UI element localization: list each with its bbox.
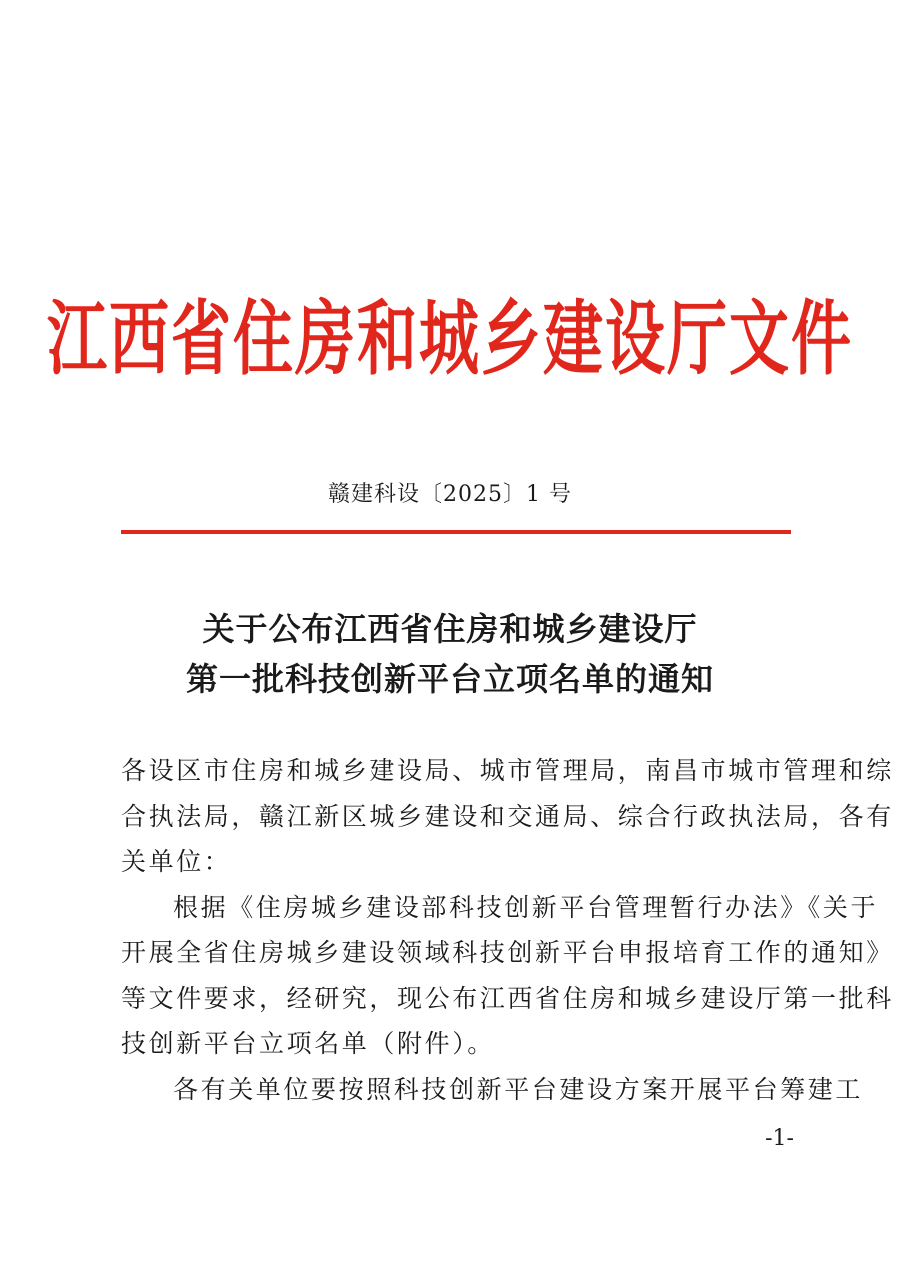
body-paragraph-2 (121, 1067, 864, 1113)
text-line: 关单位： (121, 847, 232, 876)
text-line: 开展全省住房城乡建设领域科技创新平台申报培育工作的通知》 (121, 938, 894, 967)
body-paragraph-1 (121, 885, 894, 1067)
masthead-text: 江西省住房和城乡建设厅文件 (47, 292, 853, 388)
text-line: 合执法局，赣江新区城乡建设和交通局、综合行政执法局，各有 (121, 801, 894, 831)
notice-title-line-1: 关于公布江西省住房和城乡建设厅 (202, 610, 698, 648)
text-line: 根据《住房城乡建设部科技创新平台管理暂行办法》《关于 (173, 892, 879, 922)
addressee-paragraph (121, 748, 894, 885)
text-line: 各有关单位要按照科技创新平台建设方案开展平台筹建工 (173, 1074, 864, 1104)
red-separator-rule (121, 530, 791, 534)
notice-title-line-2: 第一批科技创新平台立项名单的通知 (185, 660, 714, 698)
text-line: 等文件要求，经研究，现公布江西省住房和城乡建设厅第一批科 (121, 983, 894, 1013)
document-number: 赣建科设〔2025〕1 号 (328, 482, 572, 507)
document-body (121, 748, 894, 1112)
text-line: 各设区市住房和城乡建设局、城市管理局，南昌市城市管理和综 (121, 756, 894, 785)
document-masthead (0, 290, 900, 390)
page-number: -1- (765, 1126, 794, 1151)
text-line: 技创新平台立项名单（附件）。 (121, 1029, 495, 1058)
